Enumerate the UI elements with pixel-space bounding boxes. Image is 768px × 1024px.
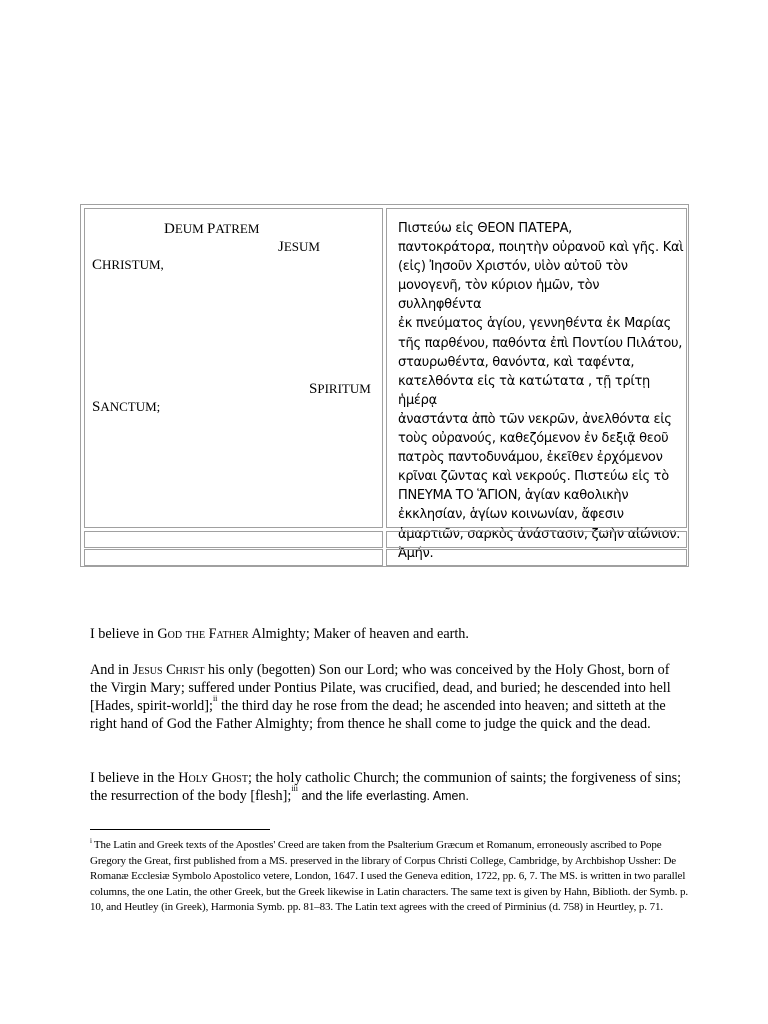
latin-christum: CHRISTUM, xyxy=(92,257,164,273)
empty-cell xyxy=(84,549,383,566)
latin-spiritum: SPIRITUM xyxy=(309,381,371,397)
footnote xyxy=(90,838,690,916)
footnote-text: The Latin and Greek texts of the Apostles' Creed are taken from the Psalterium Græcum et Romanum, erroneously ascribed to Pope Gregory the Great, first published from a MS. preserved in the library of Corpus Christi College, Cambridge, by Archbishop Ussher: De Romanæ Ecclesiæ Symbolo Apostolico vetere, London, 1647. I used the Geneva edition, 1722, pp. 6, 7. The MS. is written in two parallel columns, the one Latin, the other Greek, but the Greek likewise in Latin characters. The same text is given by Hahn, Biblioth. der Symb. p. 10, and Heutley (in Greek), Harmonia Symb. pp. 81–83. The Latin text agrees with the creed of Pirminius (d. 758) in Heurtley, p. 71. xyxy=(90,839,689,913)
footnote-divider xyxy=(90,829,270,830)
greek-column xyxy=(386,208,687,561)
english-paragraph-spirit: I believe in the Holy Ghost; the holy catholic Church; the communion of saints; the forgiveness of sins; the resurrection of the body [flesh];$^{iii}$ and the life everlasting. Amen. xyxy=(90,770,682,804)
footnote-mark: i xyxy=(90,837,92,845)
latin-column xyxy=(84,208,383,528)
english-paragraph-father: I believe in God the Father Almighty; Maker of heaven and earth. xyxy=(90,626,469,642)
latin-jesum: JESUM xyxy=(278,239,320,255)
footnote-ref-iii[interactable]: iii xyxy=(291,784,298,793)
latin-deum-patrem: DEUM PATREM xyxy=(164,221,260,237)
greek-creed-text: Πιστεύω εἰς ΘΕΟΝ ΠΑΤΕΡΑ, παντοκράτορα, ποιητὴν οὐρανοῦ καὶ γῆς. Καὶ (εἰς) Ἰησοῦν Χριστόν, υἱὸν αὐτοῦ τὸν μονογενῆ, τὸν κύριον ἡμῶν, τὸν συλληφθέντα ἐκ πνεύματος ἁγίου, γεννηθέντα ἐκ Μαρίας τῆς παρθένου, παθόντα ἐπὶ Ποντίου Πιλάτου, σταυρωθέντα, θανόντα, καὶ ταφέντα, κατελθόντα εἰς τὰ κατώτατα , τῇ τρίτῃ ἡμέρᾳ ἀναστάντα ἀπὸ τῶν νεκρῶν, ἀνελθόντα εἰς τοὺς οὐρανούς, καθεζόμενον ἐν δεξιᾷ θεοῦ πατρὸς παντοδυνάμου, ἐκεῖθεν ἐρχόμενον κρῖναι ζῶντας καὶ νεκρούς. Πιστεύω εἰς τὸ ΠΝΕΥΜΑ ΤΟ ἍΓΙΟΝ, ἁγίαν καθολικὴν ἐκκλησίαν, ἁγίων κοινωνίαν, ἄφεσιν ἁμαρτιῶν, σαρκὸς ἀνάστασιν, ζωὴν αἰώνιον. Ἀμήν. xyxy=(398,221,684,561)
creed-table xyxy=(80,204,689,567)
english-paragraph-son: And in Jesus Christ his only (begotten) Son our Lord; who was conceived by the Holy Ghost, born of the Virgin Mary; suffered under Pontius Pilate, was crucified, dead, and buried; he descended into hell [Hades, spirit-world];$^{ii}$ the third day he rose from the dead; he ascended into heaven; and sitteth at the right hand of God the Father Almighty; from thence he shall come to judge the quick and the dead. xyxy=(90,662,671,732)
empty-cell xyxy=(84,531,383,548)
empty-cell xyxy=(386,531,687,548)
latin-sanctum: SANCTUM; xyxy=(92,399,161,415)
empty-cell xyxy=(386,549,687,566)
footnote-ref-ii[interactable]: ii xyxy=(212,694,218,703)
